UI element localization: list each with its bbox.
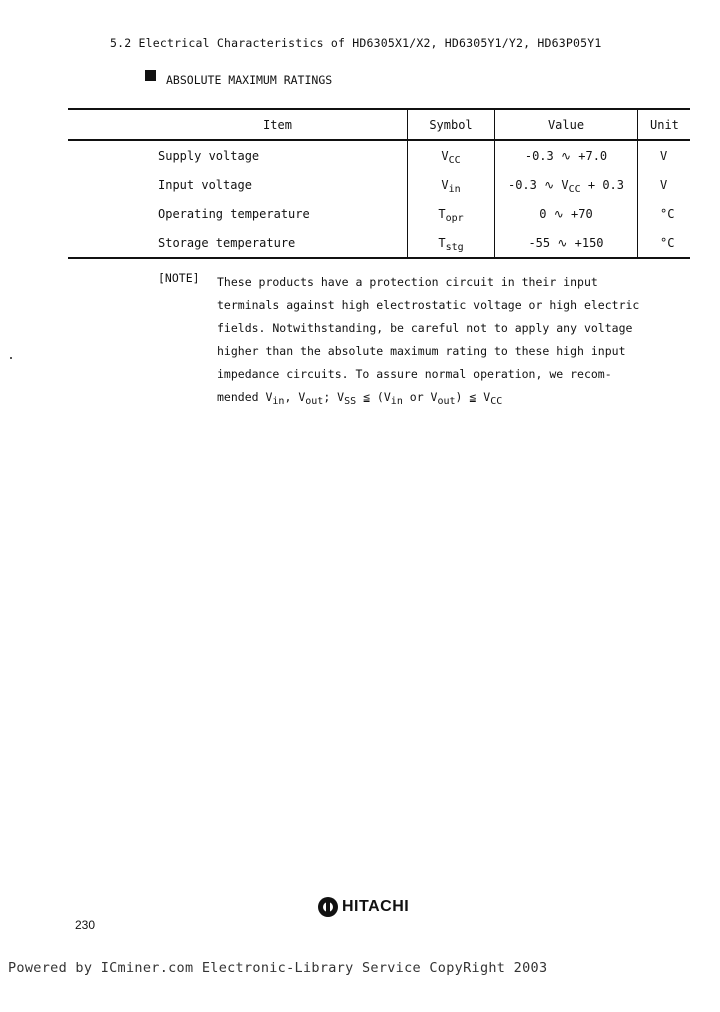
- row-value: -0.3 ∿ +7.0: [495, 140, 638, 170]
- hitachi-logo: [318, 897, 409, 917]
- note-body: [217, 271, 677, 409]
- row-item: Storage temperature: [158, 235, 296, 250]
- row-value: 0 ∿ +70: [495, 199, 638, 228]
- note-line: higher than the absolute maximum rating to these high input: [217, 344, 626, 358]
- row-symbol: $T_{opr}$: [408, 199, 495, 228]
- hitachi-logo-icon: [318, 897, 338, 917]
- subheading: ABSOLUTE MAXIMUM RATINGS: [166, 73, 333, 87]
- row-item: Input voltage: [158, 177, 252, 192]
- table-row: [68, 140, 690, 170]
- header-unit: Unit: [638, 109, 691, 140]
- note-line: terminals against high electrostatic voltage or high electric: [217, 298, 640, 312]
- row-value: -0.3 ∿ $V_{CC} + 0.3$: [495, 170, 638, 199]
- note-line: fields. Notwithstanding, be careful not to apply any voltage: [217, 321, 633, 335]
- section-title: 5.2 Electrical Characteristics of HD6305X1/X2, HD6305Y1/Y2, HD63P05Y1: [110, 36, 602, 50]
- note-line: These products have a protection circuit in their input: [217, 275, 598, 289]
- row-unit: V: [638, 170, 691, 199]
- note-line: impedance circuits. To assure normal operation, we recom-: [217, 367, 612, 381]
- header-symbol: Symbol: [408, 109, 495, 140]
- note-tag: [NOTE]: [158, 271, 200, 285]
- row-item: Operating temperature: [158, 206, 310, 221]
- absolute-maximum-ratings-table: [68, 108, 690, 259]
- header-value: Value: [495, 109, 638, 140]
- row-symbol: $V_{CC}$: [408, 140, 495, 170]
- header-item: Item: [263, 117, 292, 132]
- note-line-condition: mended $V_{in}$, $V_{out}$; $V_{SS}$ ≦ ($V_{in}$ or $V_{out}$) ≦ $V_{CC}$: [217, 390, 503, 407]
- footer-text: Powered by ICminer.com Electronic-Library Service CopyRight 2003: [8, 960, 548, 976]
- table-row: [68, 170, 690, 199]
- row-item: Supply voltage: [158, 148, 260, 163]
- row-value: -55 ∿ +150: [495, 228, 638, 258]
- page-number: 230: [75, 918, 96, 932]
- scan-speck: [10, 357, 12, 359]
- table-row: [68, 199, 690, 228]
- row-symbol: $T_{stg}$: [408, 228, 495, 258]
- row-unit: °C: [638, 228, 691, 258]
- row-symbol: $V_{in}$: [408, 170, 495, 199]
- logo-text: HITACHI: [342, 898, 410, 915]
- row-unit: V: [638, 140, 691, 170]
- table-header-row: [68, 109, 690, 140]
- table-row: [68, 228, 690, 258]
- row-unit: °C: [638, 199, 691, 228]
- square-bullet-icon: [145, 70, 156, 81]
